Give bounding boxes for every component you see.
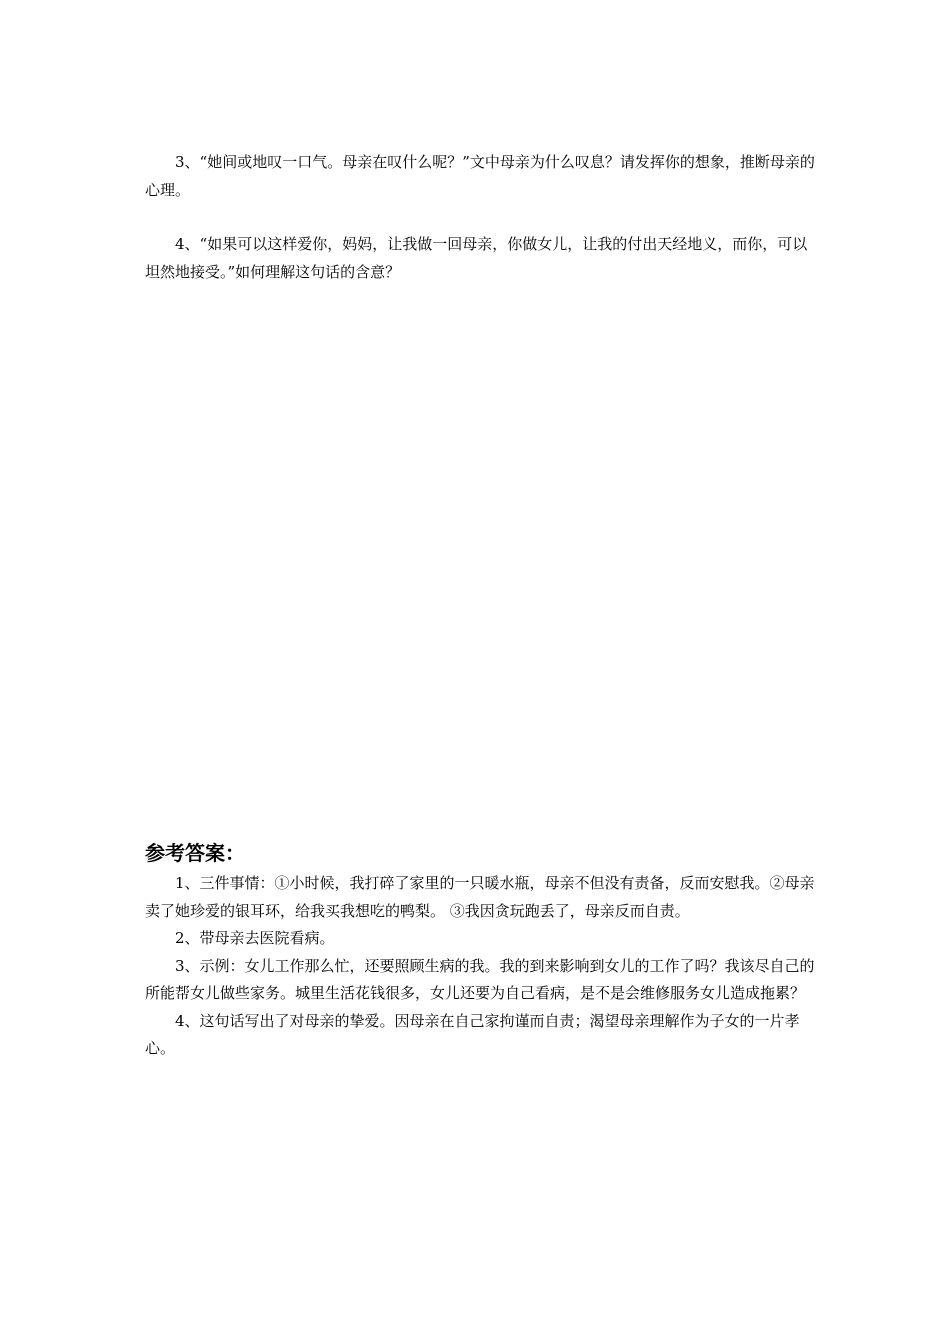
answer-1: 1、三件事情：①小时候，我打碎了家里的一只暖水瓶，母亲不但没有责备，反而安慰我。②母亲卖了她珍爱的银耳环，给我买我想吃的鸭梨。 ③我因贪玩跑丢了，母亲反而自责。 — [145, 874, 815, 920]
answer-2: 2、带母亲去医院看病。 — [175, 929, 335, 947]
answers-section — [145, 838, 815, 1063]
question-3: 3、“她间或地叹一口气。母亲在叹什么呢？”文中母亲为什么叹息？请发挥你的想象，推断母亲的心理。 — [145, 153, 815, 199]
answer-3: 3、示例：女儿工作那么忙，还要照顾生病的我。我的到来影响到女儿的工作了吗？我该尽自己的所能帮女儿做些家务。城里生活花钱很多，女儿还要为自己看病，是不是会维修服务女儿造成拖累？ — [145, 956, 815, 1002]
answers-heading: 参考答案： — [145, 841, 245, 865]
questions-section — [145, 148, 815, 286]
question-4: 4、“如果可以这样爱你，妈妈，让我做一回母亲，你做女儿，让我的付出天经地义，而你，可以坦然地接受。”如何理解这句话的含意？ — [145, 235, 808, 281]
answer-4: 4、这句话写出了对母亲的挚爱。因母亲在自己家拘谨而自责；渴望母亲理解作为子女的一片孝心。 — [145, 1011, 800, 1057]
